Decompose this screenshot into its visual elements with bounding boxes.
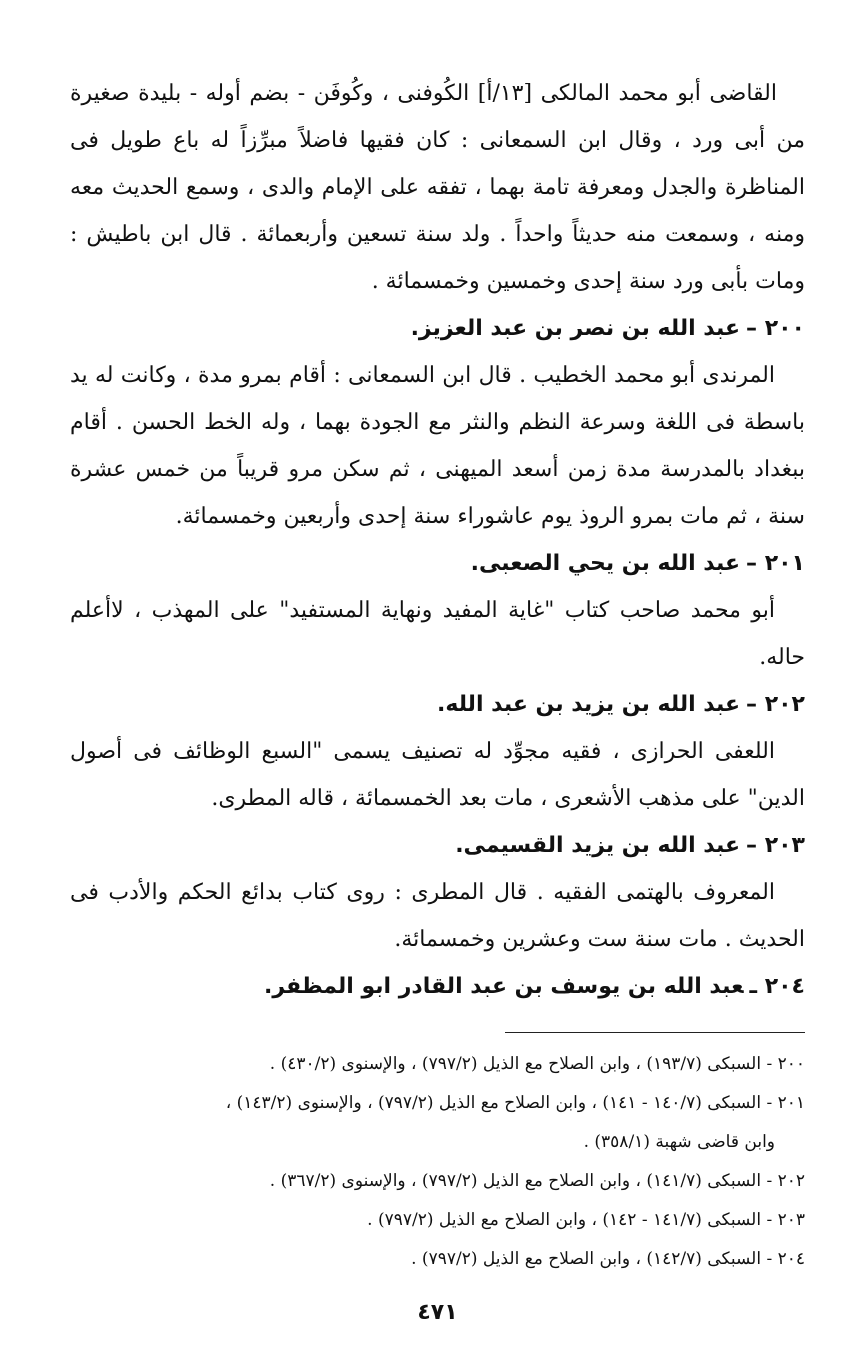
footnote-204: ٢٠٤ - السبكى (١٤٢/٧) ، وابن الصلاح مع الذيل (٧٩٧/٢) .: [411, 1249, 805, 1269]
entry-title: عبد الله بن يزيد القسيمى.: [455, 833, 741, 858]
document-page: [70, 70, 805, 1364]
entry-body-202: اللعفى الحرازى ، فقيه مجوِّد له تصنيف يسمى "السبع الوظائف فى أصول الدين" على مذهب الأشعرى ، مات بعد الخمسمائة ، قاله المطرى.: [70, 739, 805, 811]
main-text: [70, 70, 805, 1010]
entry-heading-204: [70, 963, 805, 1010]
entry-body-200: المرندى أبو محمد الخطيب . قال ابن السمعانى : أقام بمرو مدة ، وكانت له يد باسطة فى اللغة وسرعة النظم والنثر مع الجودة بهما ، وله الخط الحسن . أقام ببغداد بالمدرسة مدة زمن أسعد الميهنى ، ثم سكن مرو قريباً من خمس عشرة سنة ، ثم مات بمرو الروذ يوم عاشوراء سنة إحدى وأربعين وخمسمائة.: [70, 363, 805, 529]
footnotes: [70, 1045, 805, 1279]
entry-title: عبد الله بن نصر بن عبد العزيز.: [410, 316, 741, 341]
footnote-divider: [505, 1032, 805, 1033]
entry-heading-203: [70, 822, 805, 869]
footnote-201-continuation: وابن قاضى شهبة (٣٥٨/١) .: [583, 1132, 775, 1152]
entry-body-203: المعروف بالهتمى الفقيه . قال المطرى : روى كتاب بدائع الحكم والأدب فى الحديث . مات سنة ست وعشرين وخمسمائة.: [70, 880, 805, 952]
entry-number: ٢٠٢ –: [746, 692, 805, 717]
footnote-202: ٢٠٢ - السبكى (١٤١/٧) ، وابن الصلاح مع الذيل (٧٩٧/٢) ، والإسنوى (٣٦٧/٢) .: [269, 1171, 805, 1191]
entry-number: ٢٠٣ –: [746, 833, 805, 858]
entry-number: ٢٠٠ –: [746, 316, 805, 341]
entry-title: عبد الله بن يزيد بن عبد الله.: [437, 692, 741, 717]
intro-paragraph: القاضى أبو محمد المالكى [١٣/أ] الكُوفنى ، وكُوفَن - بضم أوله - بليدة صغيرة من أبى ورد ، وقال ابن السمعانى : كان فقيها فاضلاً مبرِّزاً له باع طويل فى المناظرة والجدل ومعرفة تامة بهما ، تفقه على الإمام والدى ، وسمع الحديث معه ومنه ، وسمعت منه حديثاً واحداً . ولد سنة تسعين وأربعمائة . قال ابن باطيش : ومات بأبى ورد سنة إحدى وخمسين وخمسمائة .: [70, 81, 805, 294]
entry-heading-201: [70, 540, 805, 587]
entry-number: ٢٠٤ ـ: [749, 974, 805, 999]
entry-body-201: أبو محمد صاحب كتاب "غاية المفيد ونهاية المستفيد" على المهذب ، لاأعلم حاله.: [70, 598, 805, 670]
footnote-203: ٢٠٣ - السبكى (١٤١/٧ - ١٤٢) ، وابن الصلاح مع الذيل (٧٩٧/٢) .: [367, 1210, 805, 1230]
footnote-201: ٢٠١ - السبكى (١٤٠/٧ - ١٤١) ، وابن الصلاح مع الذيل (٧٩٧/٢) ، والإسنوى (١٤٣/٢) ،: [225, 1093, 805, 1113]
entry-heading-202: [70, 681, 805, 728]
entry-title: عبد الله بن يحي الصعبى.: [470, 551, 741, 576]
entry-title: عبد الله بن يوسف بن عبد القادر ابو المظفر.: [263, 974, 744, 999]
entry-number: ٢٠١ –: [746, 551, 805, 576]
page-number: ٤٧١: [417, 1300, 458, 1325]
footnote-200: ٢٠٠ - السبكى (١٩٣/٧) ، وابن الصلاح مع الذيل (٧٩٧/٢) ، والإسنوى (٤٣٠/٢) .: [269, 1054, 805, 1074]
entry-heading-200: [70, 305, 805, 352]
